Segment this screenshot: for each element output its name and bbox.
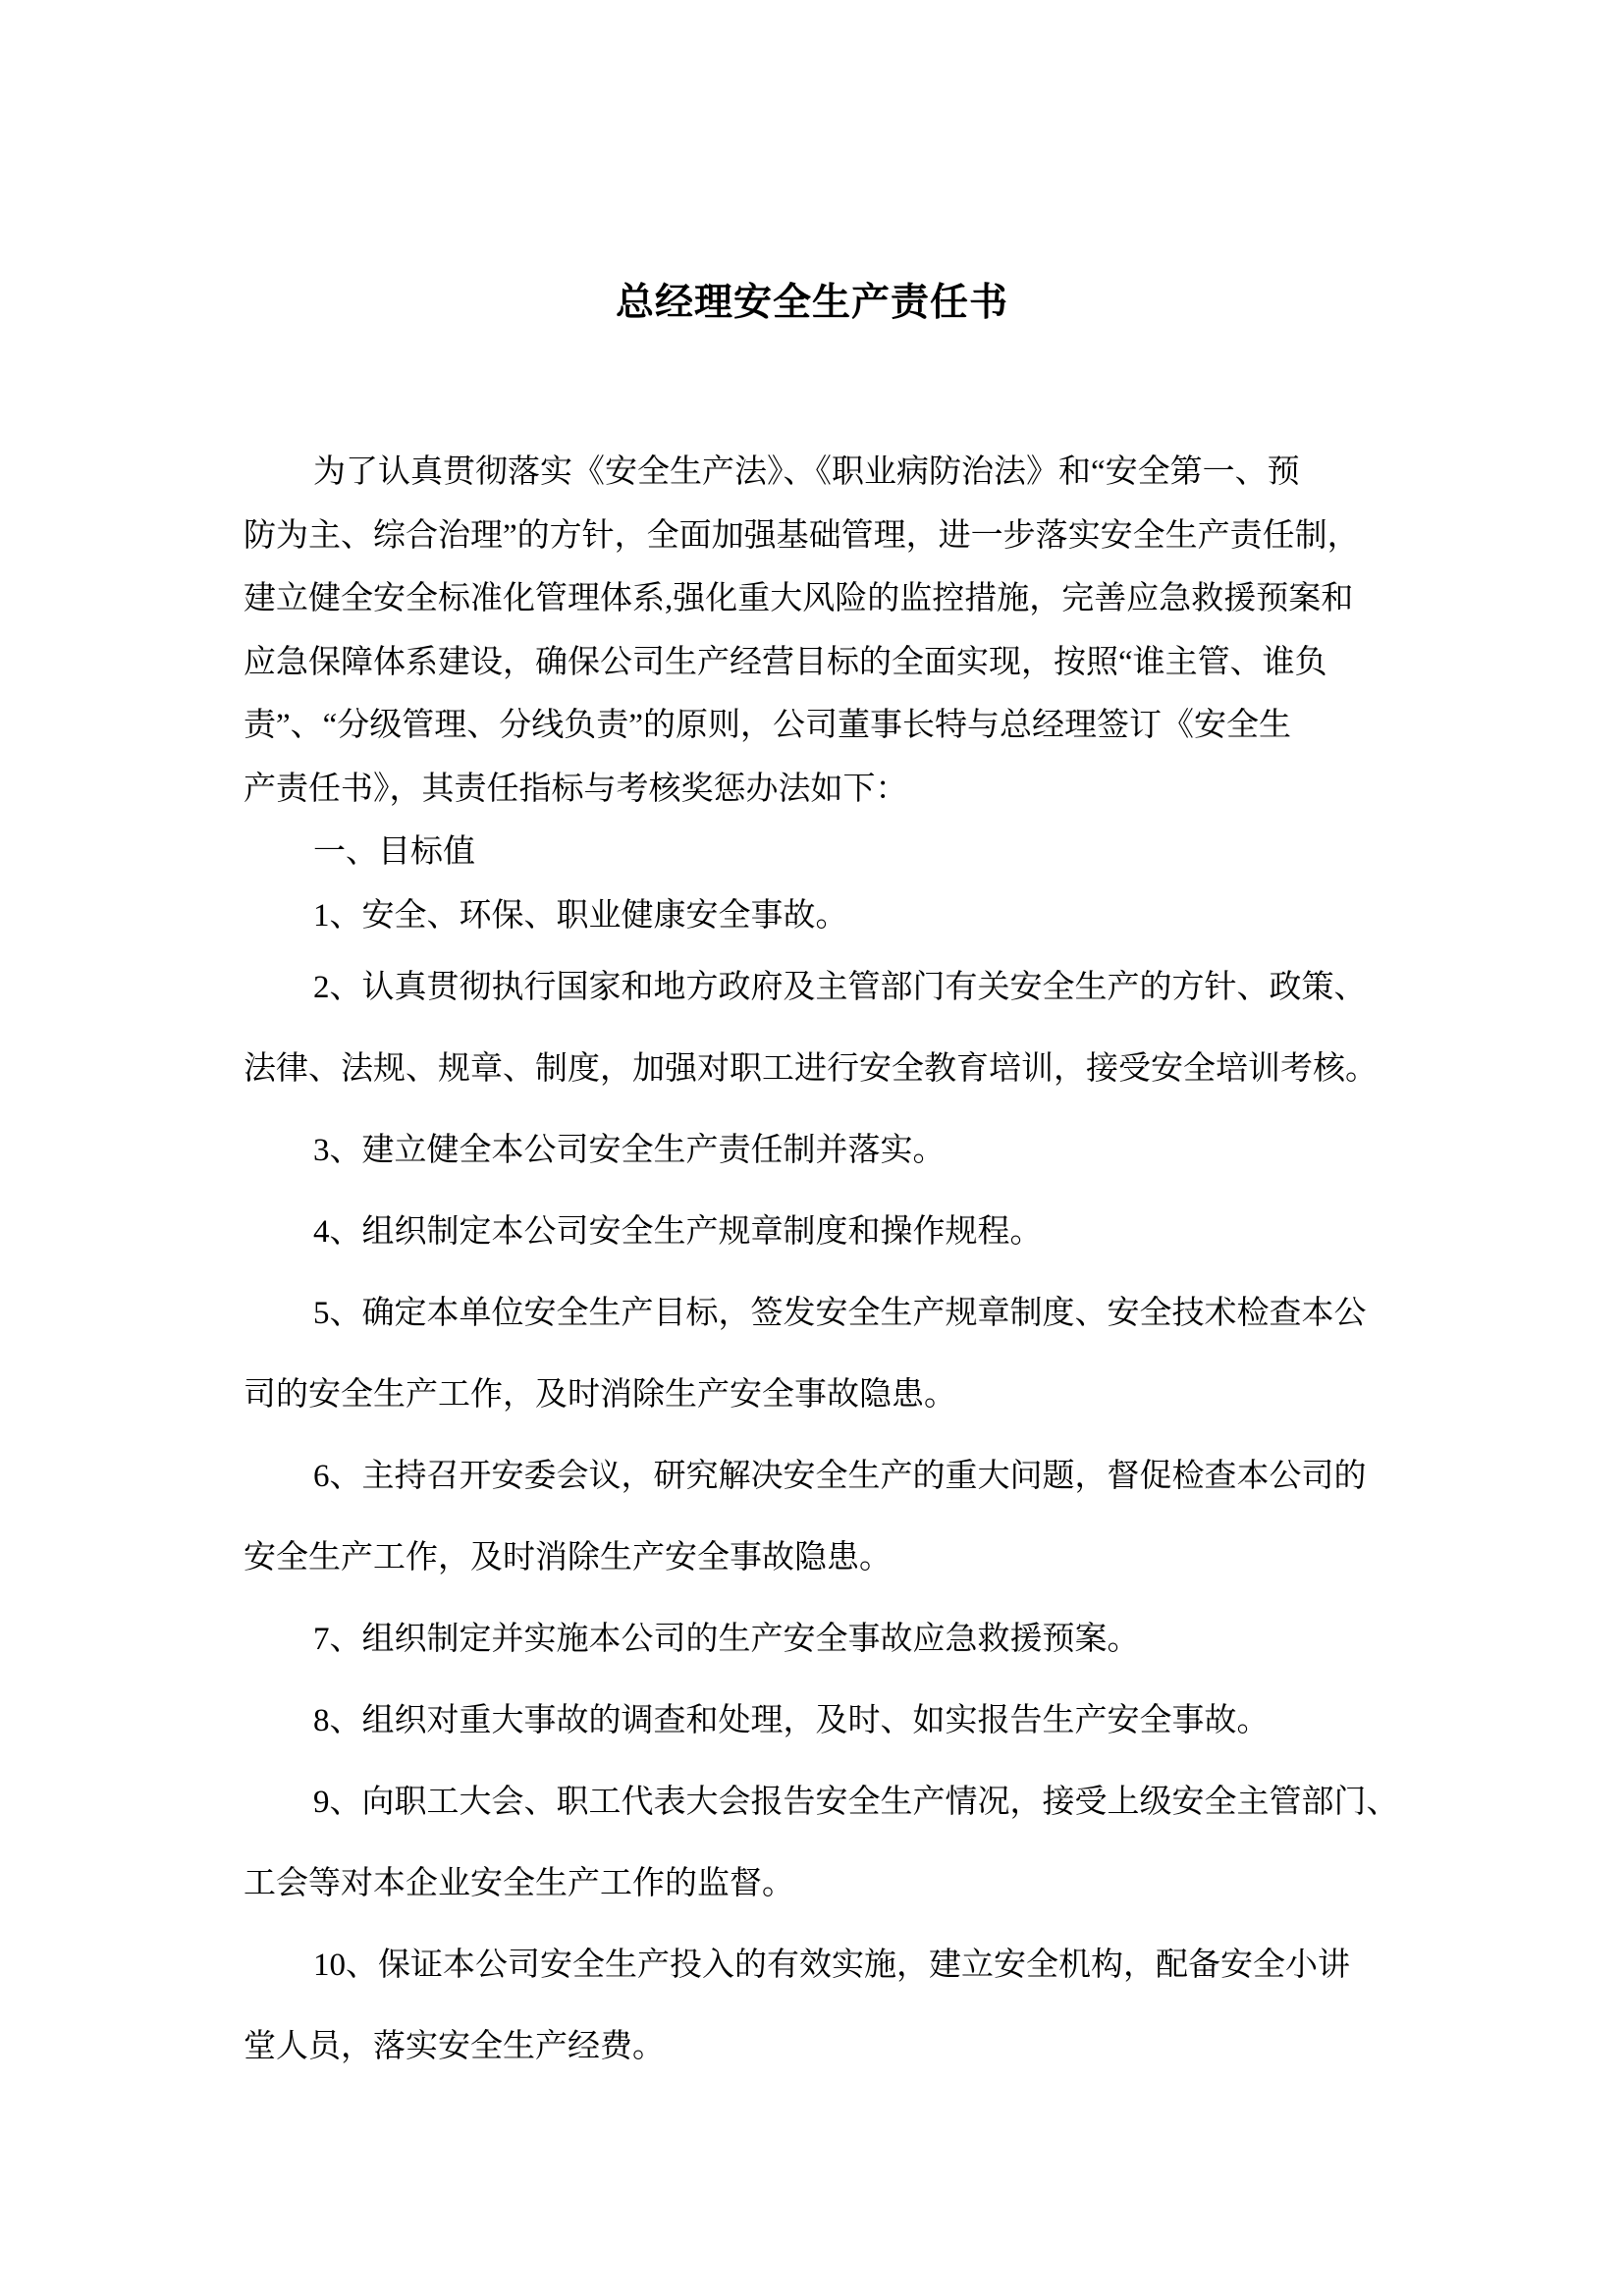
list-item: 2、认真贯彻执行国家和地方政府及主管部门有关安全生产的方针、政策、	[313, 970, 1367, 1005]
text-line: 防为主、综合治理”的方针，全面加强基础管理，进一步落实安全生产责任制，	[244, 517, 1360, 554]
list-item: 10、保证本公司安全生产投入的有效实施，建立安全机构，配备安全小讲	[313, 1948, 1350, 1983]
text-line: 安全生产工作，及时消除生产安全事故隐患。	[244, 1540, 892, 1575]
text-line: 法律、法规、规章、制度，加强对职工进行安全教育培训，接受安全培训考核。	[244, 1051, 1378, 1087]
text-line: 建立健全安全标准化管理体系,强化重大风险的监控措施，完善应急救援预案和	[244, 581, 1354, 616]
text-line: 司的安全生产工作，及时消除生产安全事故隐患。	[244, 1377, 956, 1413]
list-item: 1、安全、环保、职业健康安全事故。	[313, 897, 848, 934]
list-item: 4、组织制定本公司安全生产规章制度和操作规程。	[313, 1214, 1043, 1250]
text-line: 应急保障体系建设，确保公司生产经营目标的全面实现，按照“谁主管、谁负	[244, 644, 1327, 680]
text-line: 责”、“分级管理、分线负责”的原则，公司董事长特与总经理签订《安全生	[244, 708, 1291, 743]
list-item: 9、向职工大会、职工代表大会报告安全生产情况，接受上级安全主管部门、	[313, 1785, 1399, 1820]
list-item: 8、组织对重大事故的调查和处理，及时、如实报告生产安全事故。	[313, 1703, 1270, 1738]
section-heading: 一、目标值	[313, 834, 475, 870]
list-item: 6、主持召开安委会议，研究解决安全生产的重大问题，督促检查本公司的	[313, 1459, 1367, 1494]
document-body	[244, 441, 1399, 2088]
list-item: 5、确定本单位安全生产目标，签发安全生产规章制度、安全技术检查本公	[313, 1296, 1367, 1331]
list-item: 7、组织制定并实施本公司的生产安全事故应急救援预案。	[313, 1622, 1140, 1657]
text-line: 堂人员，落实安全生产经费。	[244, 2029, 665, 2064]
document-title: 总经理安全生产责任书	[615, 282, 1008, 324]
text-line: 产责任书》，其责任指标与考核奖惩办法如下：	[244, 771, 908, 807]
list-item: 3、建立健全本公司安全生产责任制并落实。	[313, 1133, 946, 1168]
text-line: 为了认真贯彻落实《安全生产法》、《职业病防治法》和“安全第一、预	[313, 454, 1300, 490]
text-line: 工会等对本企业安全生产工作的监督。	[244, 1866, 794, 1901]
